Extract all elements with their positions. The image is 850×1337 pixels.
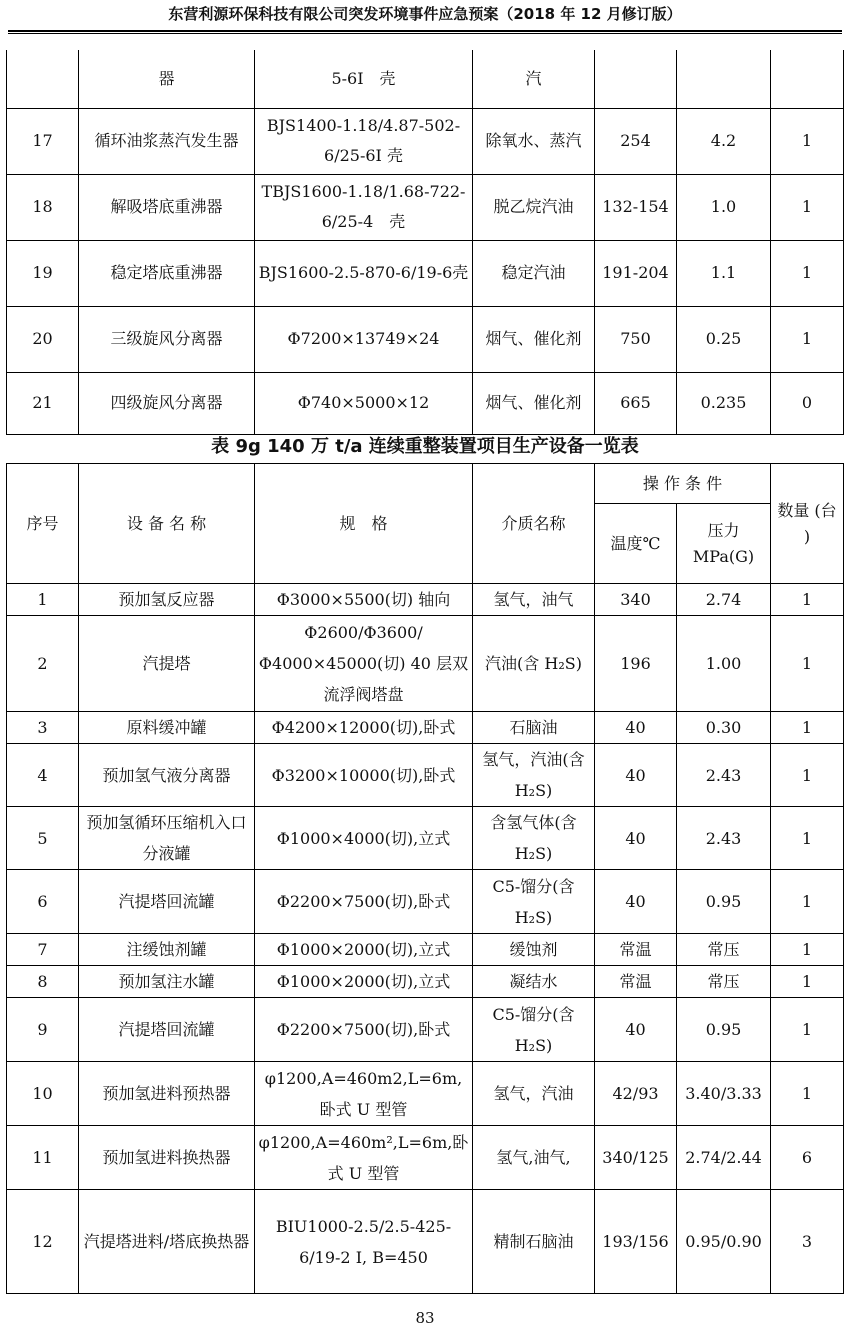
header-rule: [8, 30, 842, 34]
cell-medium: 氢气，汽油(含 H₂S): [473, 744, 595, 807]
cell-spec: TBJS1600-1.18/1.68-722-6/25-4 壳: [255, 174, 473, 240]
cell-spec: Φ1000×2000(切),立式: [255, 934, 473, 966]
cell-pressure: 0.30: [677, 712, 771, 744]
cell-spec: Φ740×5000×12: [255, 372, 473, 434]
cell-medium: 缓蚀剂: [473, 934, 595, 966]
cell-temp: [595, 50, 677, 108]
cell-spec: Φ2600/Φ3600/Φ4000×45000(切) 40 层双流浮阀塔盘: [255, 616, 473, 712]
table-row: [7, 1190, 844, 1294]
cell-no: 17: [7, 108, 79, 174]
cell-temp: 42/93: [595, 1062, 677, 1126]
cell-temp: 340/125: [595, 1126, 677, 1190]
cell-no: 6: [7, 870, 79, 934]
cell-qty: 1: [771, 584, 844, 616]
cell-spec: Φ2200×7500(切),卧式: [255, 870, 473, 934]
cell-no: 21: [7, 372, 79, 434]
cell-spec: Φ1000×2000(切),立式: [255, 966, 473, 998]
cell-qty: 1: [771, 1062, 844, 1126]
cell-medium: 脱乙烷汽油: [473, 174, 595, 240]
cell-no: 12: [7, 1190, 79, 1294]
cell-no: 18: [7, 174, 79, 240]
cell-no: 10: [7, 1062, 79, 1126]
table-row: [7, 870, 844, 934]
cell-qty: 3: [771, 1190, 844, 1294]
cell-no: 5: [7, 807, 79, 870]
cell-pressure: 常压: [677, 966, 771, 998]
cell-no: 11: [7, 1126, 79, 1190]
cell-spec: Φ4200×12000(切),卧式: [255, 712, 473, 744]
cell-qty: 1: [771, 240, 844, 306]
cell-pressure: 常压: [677, 934, 771, 966]
header-spec: 规 格: [255, 464, 473, 584]
cell-qty: 1: [771, 174, 844, 240]
cell-pressure: 2.43: [677, 744, 771, 807]
cell-medium: 除氧水、蒸汽: [473, 108, 595, 174]
cell-temp: 40: [595, 744, 677, 807]
cell-spec: Φ7200×13749×24: [255, 306, 473, 372]
cell-medium: 汽: [473, 50, 595, 108]
reforming-equipment-table: [6, 463, 844, 1294]
table-row: [7, 372, 844, 434]
cell-name: 汽提塔进料/塔底换热器: [79, 1190, 255, 1294]
cell-medium: 凝结水: [473, 966, 595, 998]
cell-no: 3: [7, 712, 79, 744]
cell-qty: [771, 50, 844, 108]
cell-temp: 254: [595, 108, 677, 174]
header-qty: 数量 (台 ): [771, 464, 844, 584]
cell-spec: φ1200,A=460m2,L=6m,卧式 U 型管: [255, 1062, 473, 1126]
cell-temp: 193/156: [595, 1190, 677, 1294]
cell-qty: 1: [771, 108, 844, 174]
continued-equipment-table: [6, 50, 844, 435]
cell-pressure: 0.95: [677, 870, 771, 934]
cell-temp: 40: [595, 712, 677, 744]
cell-no: 9: [7, 998, 79, 1062]
cell-spec: 5-6I 壳: [255, 50, 473, 108]
table-row: [7, 306, 844, 372]
cell-name: 预加氢循环压缩机入口分液罐: [79, 807, 255, 870]
cell-name: 汽提塔回流罐: [79, 870, 255, 934]
table-row: [7, 1126, 844, 1190]
page-number: 83: [415, 1309, 435, 1327]
cell-pressure: 3.40/3.33: [677, 1062, 771, 1126]
header-temp: 温度℃: [595, 504, 677, 584]
cell-pressure: 0.25: [677, 306, 771, 372]
cell-no: 2: [7, 616, 79, 712]
table-row: [7, 240, 844, 306]
cell-no: [7, 50, 79, 108]
table-row: [7, 1062, 844, 1126]
table-row: [7, 807, 844, 870]
cell-medium: 氢气,油气,: [473, 1126, 595, 1190]
cell-qty: 6: [771, 1126, 844, 1190]
cell-name: 预加氢进料预热器: [79, 1062, 255, 1126]
table-row: [7, 712, 844, 744]
cell-spec: Φ3200×10000(切),卧式: [255, 744, 473, 807]
cell-qty: 0: [771, 372, 844, 434]
cell-medium: 汽油(含 H₂S): [473, 616, 595, 712]
table-row: [7, 744, 844, 807]
table-title: 表 9g 140 万 t/a 连续重整装置项目生产设备一览表: [211, 436, 639, 457]
cell-medium: 精制石脑油: [473, 1190, 595, 1294]
cell-temp: 191-204: [595, 240, 677, 306]
cell-name: 稳定塔底重沸器: [79, 240, 255, 306]
table-row: [7, 108, 844, 174]
cell-pressure: [677, 50, 771, 108]
cell-spec: Φ2200×7500(切),卧式: [255, 998, 473, 1062]
cell-qty: 1: [771, 870, 844, 934]
header-medium: 介质名称: [473, 464, 595, 584]
cell-no: 20: [7, 306, 79, 372]
cell-no: 4: [7, 744, 79, 807]
header-pressure: 压力 MPa(G): [677, 504, 771, 584]
cell-medium: 氢气，汽油: [473, 1062, 595, 1126]
cell-no: 7: [7, 934, 79, 966]
cell-pressure: 0.235: [677, 372, 771, 434]
cell-qty: 1: [771, 966, 844, 998]
cell-pressure: 0.95/0.90: [677, 1190, 771, 1294]
cell-pressure: 1.0: [677, 174, 771, 240]
table-row: [7, 50, 844, 108]
cell-temp: 665: [595, 372, 677, 434]
cell-spec: φ1200,A=460m²,L=6m,卧式 U 型管: [255, 1126, 473, 1190]
cell-no: 8: [7, 966, 79, 998]
cell-pressure: 1.1: [677, 240, 771, 306]
cell-name: 预加氢进料换热器: [79, 1126, 255, 1190]
cell-name: 三级旋风分离器: [79, 306, 255, 372]
cell-name: 预加氢注水罐: [79, 966, 255, 998]
cell-temp: 常温: [595, 934, 677, 966]
cell-spec: BJS1600-2.5-870-6/19-6壳: [255, 240, 473, 306]
cell-temp: 196: [595, 616, 677, 712]
cell-name: 四级旋风分离器: [79, 372, 255, 434]
cell-pressure: 2.74: [677, 584, 771, 616]
cell-temp: 常温: [595, 966, 677, 998]
cell-pressure: 2.43: [677, 807, 771, 870]
cell-no: 1: [7, 584, 79, 616]
table-row: [7, 934, 844, 966]
cell-spec: Φ1000×4000(切),立式: [255, 807, 473, 870]
page-header: 东营利源环保科技有限公司突发环境事件应急预案（2018 年 12 月修订版）: [168, 5, 682, 23]
cell-pressure: 0.95: [677, 998, 771, 1062]
cell-pressure: 1.00: [677, 616, 771, 712]
table-row: [7, 174, 844, 240]
cell-name: 器: [79, 50, 255, 108]
cell-medium: 烟气、催化剂: [473, 372, 595, 434]
cell-medium: C5-馏分(含H₂S): [473, 998, 595, 1062]
cell-spec: BJS1400-1.18/4.87-502-6/25-6I 壳: [255, 108, 473, 174]
header-conditions: 操 作 条 件: [595, 464, 771, 504]
table-row: [7, 616, 844, 712]
cell-pressure: 2.74/2.44: [677, 1126, 771, 1190]
cell-qty: 1: [771, 712, 844, 744]
cell-name: 解吸塔底重沸器: [79, 174, 255, 240]
cell-qty: 1: [771, 616, 844, 712]
header-name: 设 备 名 称: [79, 464, 255, 584]
cell-temp: 132-154: [595, 174, 677, 240]
table-row: [7, 584, 844, 616]
cell-no: 19: [7, 240, 79, 306]
cell-name: 预加氢反应器: [79, 584, 255, 616]
cell-qty: 1: [771, 807, 844, 870]
cell-pressure: 4.2: [677, 108, 771, 174]
cell-qty: 1: [771, 934, 844, 966]
cell-temp: 40: [595, 998, 677, 1062]
cell-name: 汽提塔回流罐: [79, 998, 255, 1062]
cell-name: 原料缓冲罐: [79, 712, 255, 744]
cell-medium: 石脑油: [473, 712, 595, 744]
cell-medium: C5-馏分(含H₂S): [473, 870, 595, 934]
cell-temp: 40: [595, 870, 677, 934]
cell-temp: 750: [595, 306, 677, 372]
cell-qty: 1: [771, 998, 844, 1062]
cell-name: 汽提塔: [79, 616, 255, 712]
cell-medium: 含氢气体(含H₂S): [473, 807, 595, 870]
cell-spec: BIU1000-2.5/2.5-425-6/19-2 I, B=450: [255, 1190, 473, 1294]
table-row: [7, 998, 844, 1062]
cell-name: 预加氢气液分离器: [79, 744, 255, 807]
cell-temp: 340: [595, 584, 677, 616]
cell-spec: Φ3000×5500(切) 轴向: [255, 584, 473, 616]
cell-name: 注缓蚀剂罐: [79, 934, 255, 966]
cell-name: 循环油浆蒸汽发生器: [79, 108, 255, 174]
cell-qty: 1: [771, 744, 844, 807]
cell-qty: 1: [771, 306, 844, 372]
cell-medium: 稳定汽油: [473, 240, 595, 306]
table-row: [7, 966, 844, 998]
cell-medium: 烟气、催化剂: [473, 306, 595, 372]
cell-medium: 氢气，油气: [473, 584, 595, 616]
cell-temp: 40: [595, 807, 677, 870]
header-no: 序号: [7, 464, 79, 584]
